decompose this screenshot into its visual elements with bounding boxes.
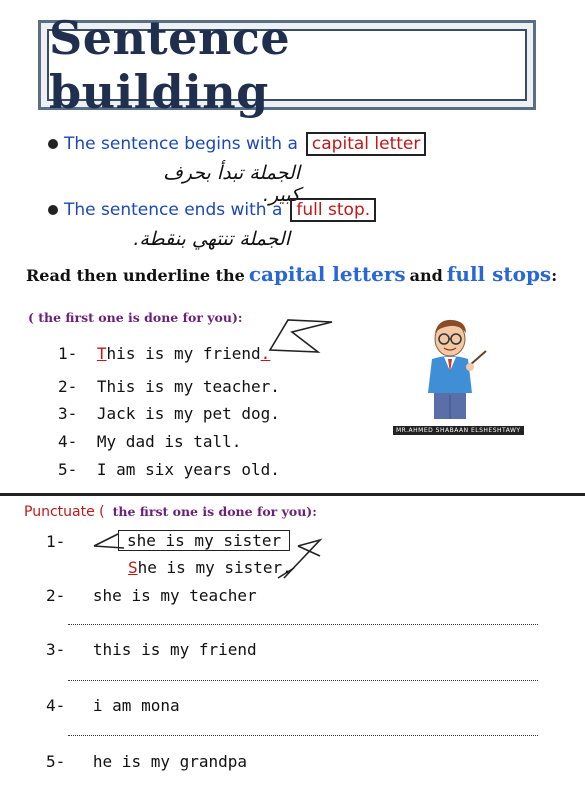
item-text: he is my grandpa: [92, 752, 248, 771]
item-text: This is my teacher.: [96, 377, 280, 396]
item-number: 2-: [46, 586, 66, 605]
item-text: Jack is my pet dog.: [96, 404, 280, 423]
rule-fullstop-arabic: الجملة تنتهي بنقطة.: [133, 228, 290, 250]
capital-underlined: T: [96, 344, 107, 363]
instruction-and: and: [409, 266, 443, 285]
list-item: [46, 696, 180, 715]
punctuate-title: Punctuate (: [24, 504, 105, 520]
item-number: 3-: [46, 640, 66, 659]
item-number: 5-: [58, 460, 78, 479]
item-number: 1-: [58, 344, 78, 363]
item-text: this is my friend: [92, 640, 257, 659]
list-item: [58, 432, 241, 451]
item-text: My dad is tall.: [96, 432, 242, 451]
instruction-start: Read then underline the: [26, 266, 245, 285]
example-number: 1-: [46, 532, 66, 551]
bullet-icon: [48, 205, 58, 215]
answer-rest: he is my sister.: [137, 558, 292, 577]
list-item: [58, 404, 280, 423]
list-item: [46, 640, 257, 659]
example-answer: [128, 558, 292, 577]
pointer-arrow-icon: [268, 316, 338, 356]
list-item: [58, 344, 270, 363]
answer-line[interactable]: [68, 735, 538, 736]
title-frame: [38, 11, 536, 119]
example-boxed-sentence: she is my sister: [118, 530, 290, 551]
answer-line[interactable]: [68, 624, 538, 625]
item-text: his is my friend: [106, 344, 261, 363]
list-item: [46, 752, 247, 771]
punctuate-note: the first one is done for you):: [112, 504, 317, 519]
rule-capital: [48, 132, 426, 156]
fullstop-underlined: .: [260, 344, 271, 363]
bullet-icon: [48, 139, 58, 149]
page-title: Sentence building: [49, 11, 291, 119]
rule-fullstop-boxed: full stop.: [290, 198, 376, 222]
title-inner-frame: [47, 11, 527, 119]
section1-note: ( the first one is done for you):: [28, 310, 243, 325]
rule-capital-boxed: capital letter: [306, 132, 426, 156]
section-divider: [0, 493, 585, 496]
answer-capital: S: [128, 558, 138, 577]
item-number: 3-: [58, 404, 78, 423]
item-text: i am mona: [92, 696, 180, 715]
rule-fullstop-text: The sentence ends with a: [64, 200, 283, 220]
item-text: I am six years old.: [96, 460, 280, 479]
rule-fullstop: [48, 198, 376, 222]
list-item: [58, 460, 280, 479]
item-text: she is my teacher: [92, 586, 257, 605]
item-number: 5-: [46, 752, 66, 771]
instruction-colon: :: [551, 266, 558, 285]
list-item: [46, 586, 257, 605]
section1-instruction: [26, 262, 557, 286]
rule-capital-arabic: الجملة تبدأ بحرف كبير.: [163, 162, 300, 206]
highlight-full-stops: full stops: [446, 262, 552, 286]
item-number: 4-: [46, 696, 66, 715]
teacher-illustration-icon: [420, 315, 490, 425]
highlight-capital-letters: capital letters: [248, 262, 406, 286]
section2-heading: [24, 504, 317, 520]
teacher-credit: MR.AHMED SHABAAN ELSHESHTAWY: [393, 426, 524, 435]
rule-capital-text: The sentence begins with a: [64, 134, 298, 154]
item-number: 4-: [58, 432, 78, 451]
list-item: [58, 377, 280, 396]
item-number: 2-: [58, 377, 78, 396]
answer-line[interactable]: [68, 680, 538, 681]
